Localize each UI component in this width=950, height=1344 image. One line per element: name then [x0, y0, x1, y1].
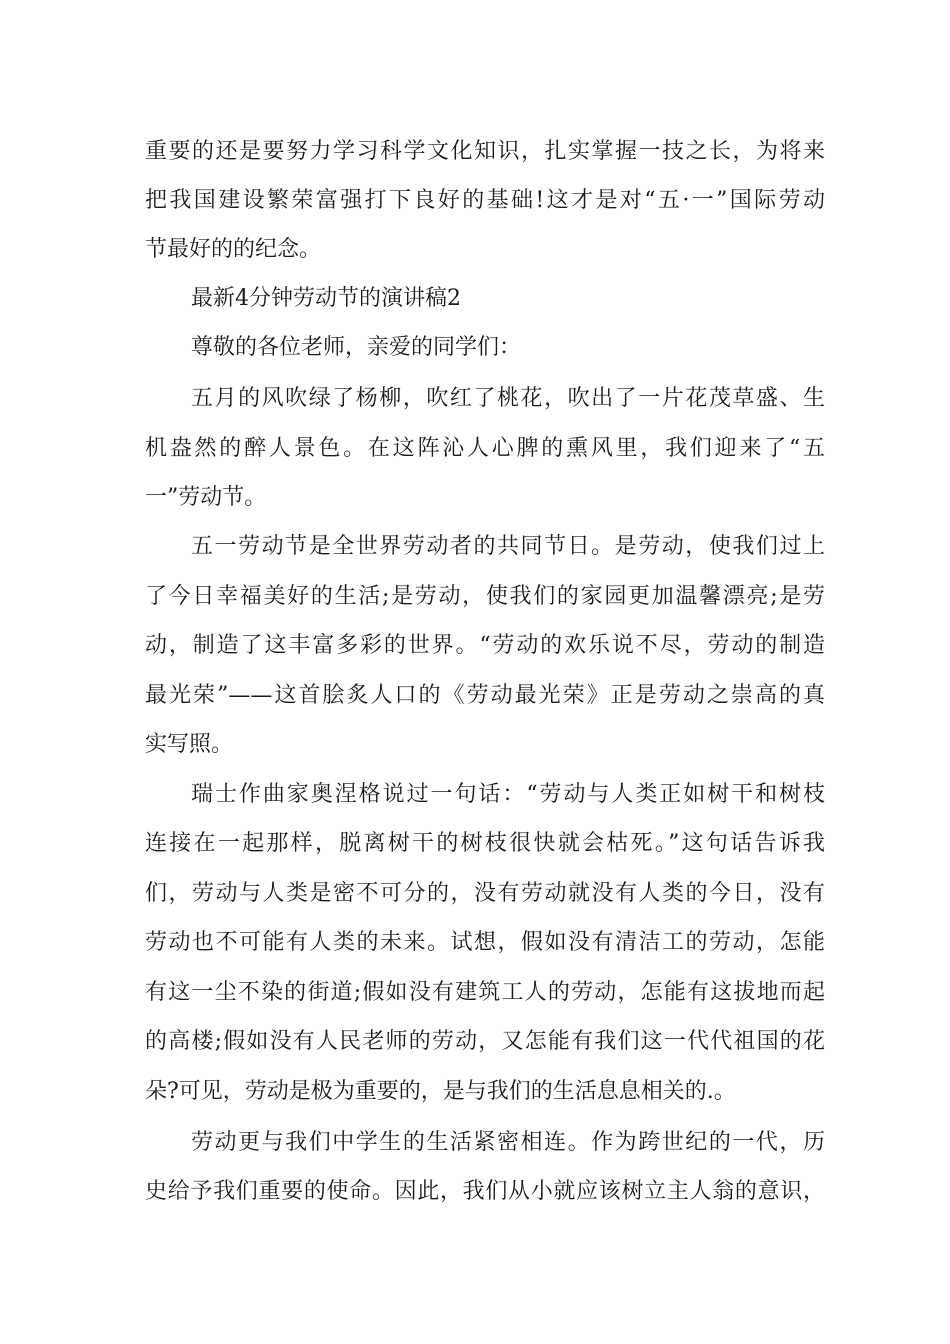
text-line: 的高楼;假如没有人民老师的劳动，又怎能有我们这一代代祖国的花: [145, 1029, 825, 1054]
text-line: 节最好的的纪念。: [145, 237, 322, 262]
text-line: 史给予我们重要的使命。因此，我们从小就应该树立主人翁的意识，: [145, 1179, 825, 1204]
text-line: 五一劳动节是全世界劳动者的共同节日。是劳动，使我们过上: [191, 534, 825, 559]
text-line: 有这一尘不染的街道;假如没有建筑工人的劳动，怎能有这拔地而起: [145, 980, 825, 1005]
text-line: 们，劳动与人类是密不可分的，没有劳动就没有人类的今日，没有: [145, 881, 825, 906]
text-line: 瑞士作曲家奥涅格说过一句话：“劳动与人类正如树干和树枝: [191, 782, 825, 807]
text-line: 动，制造了这丰富多彩的世界。“劳动的欢乐说不尽，劳动的制造: [145, 633, 825, 658]
text-line: 劳动更与我们中学生的生活紧密相连。作为跨世纪的一代，历: [191, 1130, 825, 1155]
section-heading: 最新4分钟劳动节的演讲稿2: [191, 286, 461, 311]
text-line: 机盎然的醉人景色。在这阵沁人心脾的熏风里，我们迎来了“五: [145, 436, 825, 461]
text-line: 最光荣”——这首脍炙人口的《劳动最光荣》正是劳动之崇高的真: [145, 683, 825, 708]
text-line: 劳动也不可能有人类的未来。试想，假如没有清洁工的劳动，怎能: [145, 930, 825, 955]
text-line: 一”劳动节。: [145, 485, 267, 510]
text-line: 重要的还是要努力学习科学文化知识，扎实掌握一技之长，为将来: [145, 139, 825, 164]
text-line: 朵?可见，劳动是极为重要的，是与我们的生活息息相关的.。: [145, 1079, 736, 1104]
text-line: 把我国建设繁荣富强打下良好的基础!这才是对“五·一”国际劳动: [145, 188, 825, 213]
salutation: 尊敬的各位老师，亲爱的同学们：: [191, 335, 522, 360]
text-line: 连接在一起那样，脱离树干的树枝很快就会枯死。”这句话告诉我: [145, 831, 825, 856]
text-line: 实写照。: [145, 732, 234, 757]
text-line: 了今日幸福美好的生活;是劳动，使我们的家园更加温馨漂亮;是劳: [145, 584, 825, 609]
text-line: 五月的风吹绿了杨柳，吹红了桃花，吹出了一片花茂草盛、生: [191, 386, 825, 411]
